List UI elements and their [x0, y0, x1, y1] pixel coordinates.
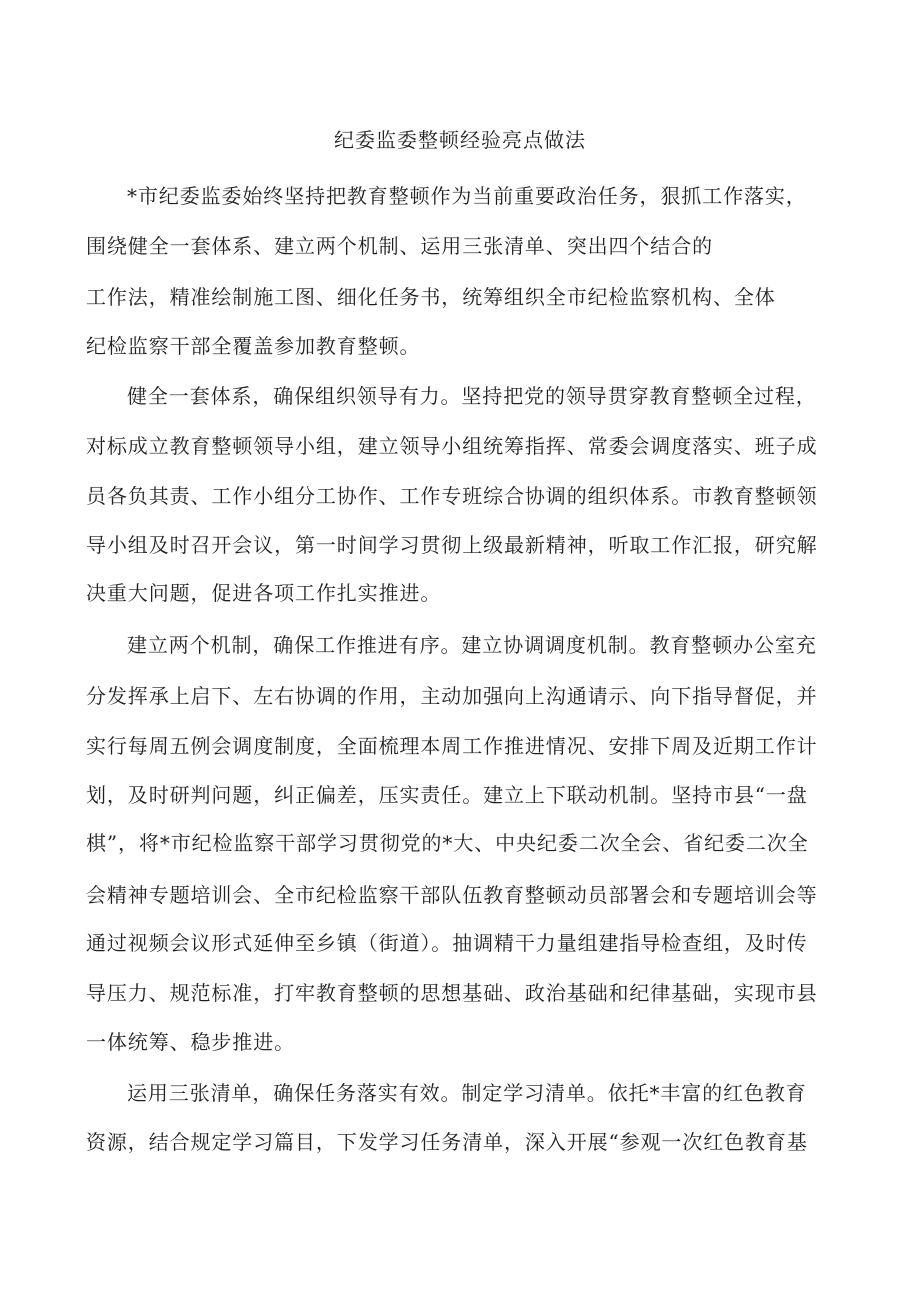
- paragraph-1-line-2: 围绕健全一套体系、建立两个机制、运用三张清单、突出四个结合的: [86, 234, 713, 258]
- paragraph-3-line-9: 一体统筹、稳步推进。: [86, 1030, 295, 1054]
- paragraph-3-line-8: 导压力、规范标准，打牢教育整顿的思想基础、政治基础和纪律基础，实现市县: [86, 981, 818, 1005]
- paragraph-3-line-5: 棋”，将*市纪检监察干部学习贯彻党的*大、中央纪委二次全会、省纪委二次全: [86, 831, 809, 855]
- paragraph-2-line-5: 决重大问题，促进各项工作扎实推进。: [86, 581, 442, 605]
- paragraph-3-line-3: 实行每周五例会调度制度，全面梳理本周工作推进情况、安排下周及近期工作计: [86, 734, 818, 758]
- paragraph-3-line-1: 建立两个机制，确保工作推进有序。建立协调调度机制。教育整顿办公室充: [127, 633, 817, 657]
- paragraph-3-line-7: 通过视频会议形式延伸至乡镇（街道）。抽调精干力量组建指导检查组，及时传: [86, 931, 808, 955]
- document-title: 纪委监委整顿经验亮点做法: [334, 128, 586, 152]
- paragraph-2-line-1: 健全一套体系，确保组织领导有力。坚持把党的领导贯穿教育整顿全过程，: [127, 384, 817, 408]
- paragraph-1-line-3: 工作法，精准绘制施工图、细化任务书，统筹组织全市纪检监察机构、全体: [86, 285, 776, 309]
- paragraph-4-line-1: 运用三张清单，确保任务落实有效。制定学习清单。依托*丰富的红色教育: [127, 1081, 807, 1105]
- paragraph-4-line-2: 资源，结合规定学习篇目，下发学习任务清单，深入开展“参观一次红色教育基: [86, 1130, 808, 1154]
- paragraph-2-line-2: 对标成立教育整顿领导小组，建立领导小组统筹指挥、常委会调度落实、班子成: [86, 434, 818, 458]
- paragraph-3-line-6: 会精神专题培训会、全市纪检监察干部队伍教育整顿动员部署会和专题培训会等: [86, 883, 818, 907]
- paragraph-1-line-1: *市纪委监委始终坚持把教育整顿作为当前重要政治任务，狠抓工作落实，: [127, 184, 807, 208]
- paragraph-2-line-3: 员各负其责、工作小组分工协作、工作专班综合协调的组织体系。市教育整顿领: [86, 484, 818, 508]
- paragraph-2-line-4: 导小组及时召开会议，第一时间学习贯彻上级最新精神，听取工作汇报，研究解: [86, 533, 818, 557]
- paragraph-1-line-4: 纪检监察干部全覆盖参加教育整顿。: [86, 334, 421, 358]
- paragraph-3-line-2: 分发挥承上启下、左右协调的作用，主动加强向上沟通请示、向下指导督促，并: [86, 684, 818, 708]
- paragraph-3-line-4: 划，及时研判问题，纠正偏差，压实责任。建立上下联动机制。坚持市县“一盘: [86, 783, 808, 807]
